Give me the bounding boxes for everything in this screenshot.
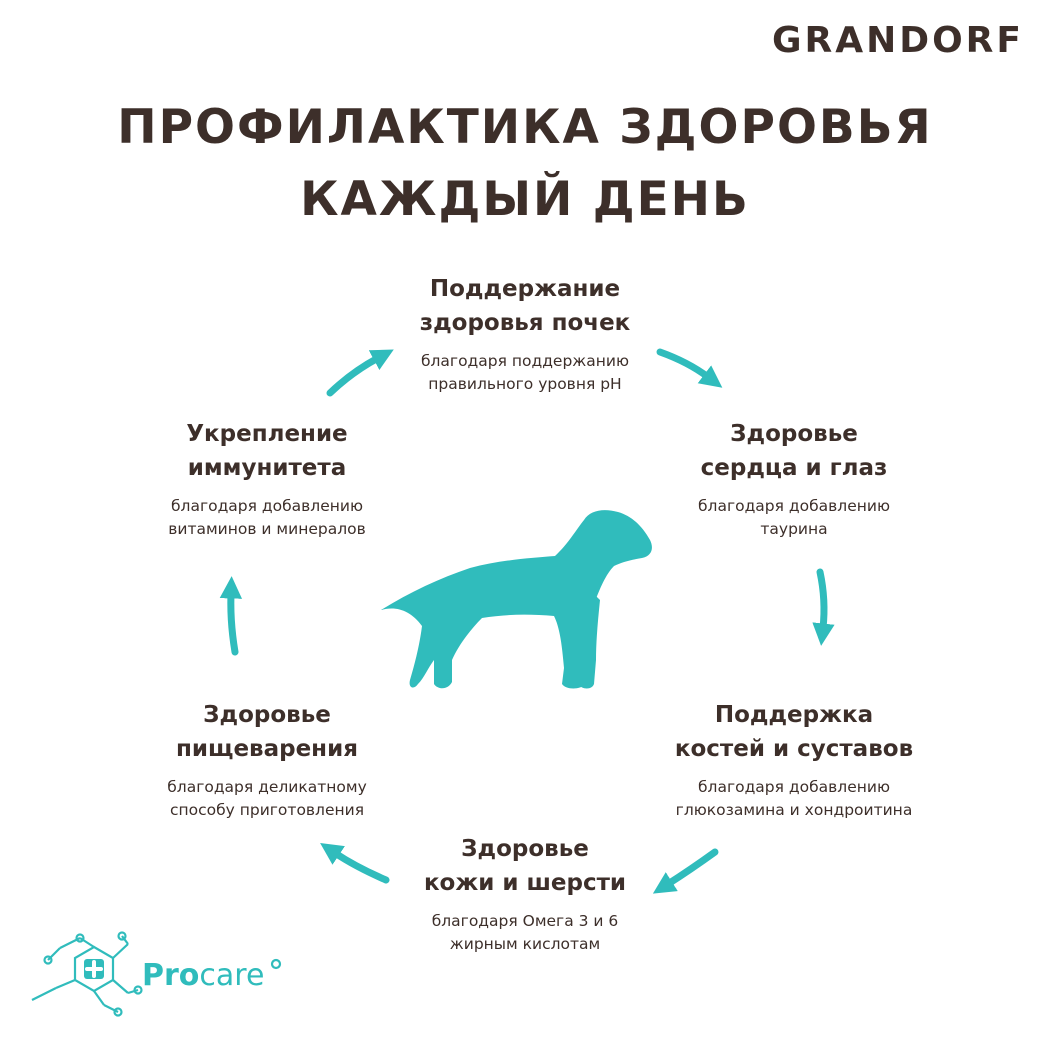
benefit-title: иммунитета — [187, 455, 347, 481]
benefit-description: благодаря деликатному — [167, 778, 367, 796]
benefit-description: витаминов и минералов — [168, 520, 366, 538]
benefit-description: благодаря добавлению — [171, 497, 363, 515]
benefit-title: Здоровье — [461, 836, 589, 862]
benefit-title: Поддержание — [429, 276, 621, 302]
benefit-description: благодаря поддержанию — [420, 352, 630, 370]
benefit-description: правильного уровня pH — [428, 375, 622, 393]
cycle-arrow-icon — [820, 572, 824, 628]
benefit-title: кожи и шерсти — [423, 870, 627, 896]
benefit-description: благодаря добавлению — [698, 497, 890, 515]
benefit-description: благодаря Омега 3 и 6 — [431, 912, 619, 930]
benefit-title: Укрепление — [186, 421, 348, 447]
benefit-title: Поддержка — [714, 702, 874, 728]
headline-line-2: КАЖДЫЙ ДЕНЬ — [300, 172, 750, 227]
benefit-title: сердца и глаз — [700, 455, 888, 481]
benefit-bones-joints — [634, 698, 954, 822]
benefit-title: здоровья почек — [419, 310, 631, 336]
benefit-title: Здоровье — [730, 421, 858, 447]
benefit-description: благодаря добавлению — [698, 778, 890, 796]
brand-logo: GRANDORF — [771, 20, 1024, 61]
headline-line-1: ПРОФИЛАКТИКА ЗДОРОВЬЯ — [117, 100, 933, 155]
procare-logo-text — [142, 958, 264, 993]
benefit-digestion — [107, 698, 427, 822]
logo-pro: Pro — [142, 958, 200, 993]
benefit-immunity — [107, 417, 427, 541]
benefit-skin-coat — [365, 832, 685, 956]
benefit-description: способу приготовления — [169, 801, 365, 819]
benefit-kidney-health — [365, 272, 685, 396]
benefit-description: глюкозамина и хондроитина — [675, 801, 913, 819]
benefit-description: жирным кислотам — [449, 935, 601, 953]
logo-care: care — [199, 958, 265, 993]
benefit-title: костей и суставов — [674, 736, 914, 762]
benefit-description: таурина — [760, 520, 828, 538]
benefit-title: Здоровье — [203, 702, 331, 728]
cycle-arrow-icon — [231, 594, 235, 652]
benefit-title: пищеварения — [176, 736, 358, 762]
benefit-heart-eyes — [634, 417, 954, 541]
